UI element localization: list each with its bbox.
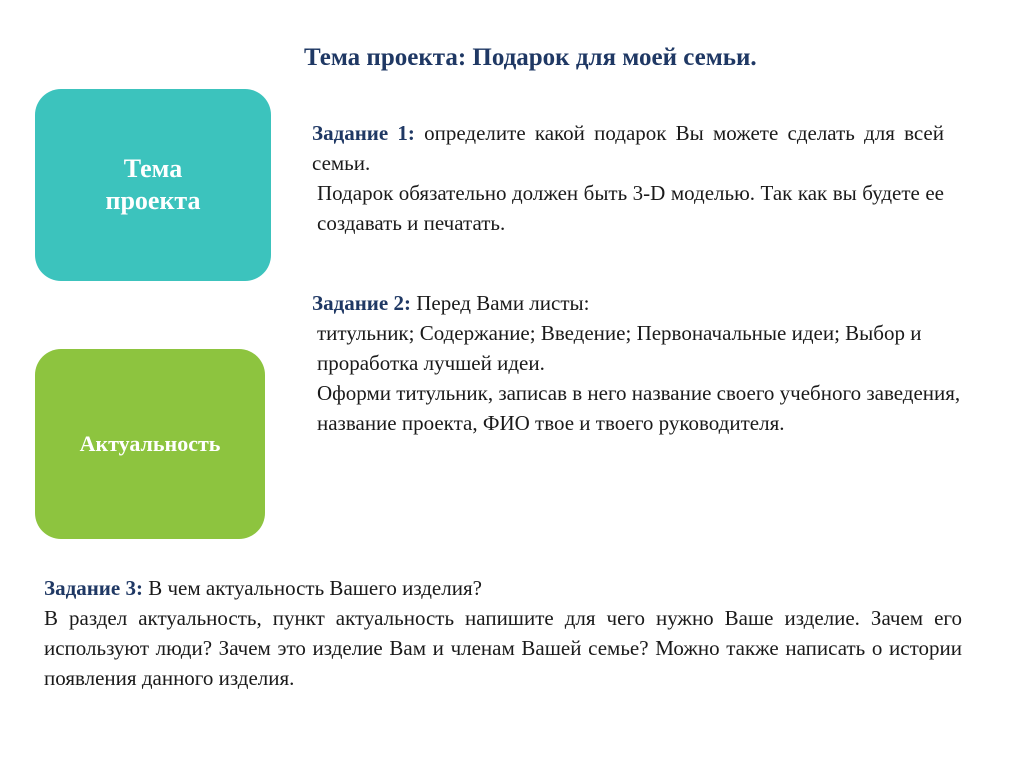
actuality-box xyxy=(35,349,265,539)
task-2-list: титульник; Содержание; Введение; Первоначальные идеи; Выбор и проработка лучшей идеи. xyxy=(317,321,922,375)
task-3-heading xyxy=(44,573,962,603)
task-1-block xyxy=(312,118,944,238)
actuality-box-label: Актуальность xyxy=(79,431,221,456)
theme-box-label: Тема проекта xyxy=(105,153,201,215)
task-1-paragraph-1 xyxy=(312,118,944,178)
task-2-instruction: Оформи титульник, записав в него название своего учебного заведения, название проекта, ФИО твое и твоего руководителя. xyxy=(317,381,961,435)
task-3-question: В чем актуальность Вашего изделия? xyxy=(142,576,482,600)
slide-title: Тема проекта: Подарок для моей семьи. xyxy=(304,44,757,71)
task-2-lead: Перед Вами листы: xyxy=(410,291,590,315)
task-3-block xyxy=(44,573,962,693)
task-2-block xyxy=(312,288,962,438)
task-2-heading xyxy=(312,288,962,318)
task-2-label: Задание 2: xyxy=(312,291,411,315)
task-1-label: Задание 1: xyxy=(312,121,415,145)
task-3-label: Задание 3: xyxy=(44,576,143,600)
task-3-text: В раздел актуальность, пункт актуальность напишите для чего нужно Ваше изделие. Зачем его используют люди? Зачем это изделие Вам и членам Вашей семье? Можно также написать о истории появления данного изделия. xyxy=(44,606,962,690)
task-1-paragraph-2: Подарок обязательно должен быть 3-D моделью. Так как вы будете ее создавать и печатать. xyxy=(317,181,944,235)
task-1-text-1: определите какой подарок Вы можете сделать для всей семьи. xyxy=(312,121,944,175)
theme-box xyxy=(35,89,271,281)
